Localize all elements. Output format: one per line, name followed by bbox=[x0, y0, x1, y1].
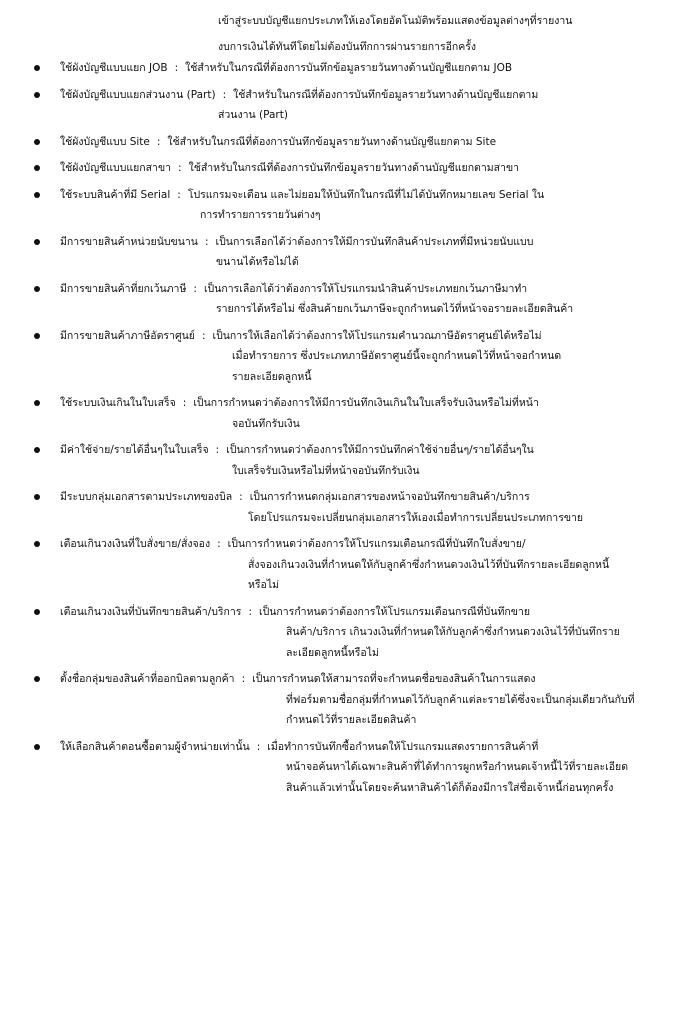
item-description: เป็นการให้เลือกได้ว่าต้องการให้โปรแกรมคำนวณภาษีอัตราศูนย์ได้หรือไม่ bbox=[212, 329, 542, 342]
item-continuation: สินค้า/บริการ เกินวงเงินที่กำหนดให้กับลูกค้าซึ่งกำหนดวงเงินไว้ที่บันทึกราย bbox=[286, 626, 620, 638]
item-continuation: สินค้าแล้วเท่านั้นโดยจะค้นหาสินค้าได้ก็ต้องมีการใส่ชื่อเจ้าหนี้ก่อนทุกครั้ง bbox=[286, 781, 614, 794]
item-label: ใช้ผังบัญชีแบบแยกส่วนงาน (Part) bbox=[60, 88, 216, 101]
item-separator: : bbox=[222, 88, 227, 101]
item-separator: : bbox=[217, 538, 221, 550]
item-description: ใช้สำหรับในกรณีที่ต้องการบันทึกข้อมูลรายวันทางด้านบัญชีแยกตามสาขา bbox=[188, 162, 520, 174]
bullet-icon bbox=[34, 447, 40, 453]
item-continuation: หรือไม่ bbox=[248, 579, 280, 591]
item-separator: : bbox=[239, 491, 243, 503]
item-continuation: รายละเอียดลูกหนี้ bbox=[232, 370, 312, 383]
item-label: ใช้ระบบเงินเกินในใบเสร็จ bbox=[60, 397, 176, 409]
item-separator: : bbox=[204, 235, 209, 248]
item-description: เป็นการเลือกได้ว่าต้องการให้มีการบันทึกสินค้าประเภทที่มีหน่วยนับแบบ bbox=[215, 235, 534, 248]
list-item bbox=[0, 132, 680, 153]
item-label: เตือนเกินวงเงินที่ใบสั่งขาย/สั่งจอง bbox=[60, 538, 211, 550]
list-item bbox=[0, 185, 680, 226]
intro-paragraph bbox=[218, 8, 668, 60]
options-list bbox=[0, 58, 680, 804]
item-continuation: เมื่อทำรายการ ซึ่งประเภทภาษีอัตราศูนย์นี้จะถูกกำหนดไว้ที่หน้าจอกำหนด bbox=[232, 350, 562, 362]
list-item bbox=[0, 232, 680, 273]
bullet-icon bbox=[34, 744, 40, 750]
bullet-icon bbox=[34, 286, 40, 292]
bullet-icon bbox=[34, 192, 40, 198]
item-description: ใช้สำหรับในกรณีที่ต้องการบันทึกข้อมูลรายวันทางด้านบัญชีแยกตาม JOB bbox=[185, 62, 513, 74]
item-continuation: กำหนดไว้ที่รายละเอียดสินค้า bbox=[286, 714, 417, 726]
item-continuation: จอบันทึกรับเงิน bbox=[232, 417, 300, 430]
list-item bbox=[0, 279, 680, 320]
item-continuation: ที่ฟอร์มตามชื่อกลุ่มที่กำหนดไว้กับลูกค้าแต่ละรายได้ซึ่งจะเป็นกลุ่มเดียวกันกับที่ bbox=[286, 693, 635, 706]
bullet-icon bbox=[34, 139, 40, 145]
item-label: ใช้ผังบัญชีแบบแยก JOB bbox=[60, 62, 168, 74]
list-item bbox=[0, 737, 680, 799]
intro-line: เข้าสู่ระบบบัญชีแยกประเภทให้เองโดยอัตโนมัติพร้อมแสดงข้อมูลต่างๆที่รายงาน bbox=[218, 15, 573, 27]
item-label: มีการขายสินค้าหน่วยนับขนาน bbox=[60, 235, 198, 248]
item-label: ให้เลือกสินค้าตอนซื้อตามผู้จำหน่ายเท่านั้น bbox=[60, 740, 250, 753]
list-item bbox=[0, 326, 680, 388]
item-continuation: การทำรายการรายวันต่างๆ bbox=[200, 209, 321, 221]
item-description: เป็นการกำหนดให้สามารถที่จะกำหนดชื่อของสินค้าในการแสดง bbox=[252, 673, 536, 685]
item-continuation: ขนานได้หรือไม่ได้ bbox=[216, 256, 299, 268]
item-separator: : bbox=[177, 188, 181, 201]
bullet-icon bbox=[34, 609, 40, 615]
item-separator: : bbox=[178, 162, 182, 174]
item-label: เตือนเกินวงเงินที่บันทึกขายสินค้า/บริการ bbox=[60, 605, 242, 618]
item-separator: : bbox=[256, 740, 261, 753]
item-description: เป็นการกำหนดว่าต้องการให้โปรแกรมเตือนกรณีที่บันทึกใบสั่งขาย/ bbox=[227, 538, 526, 550]
list-item bbox=[0, 440, 680, 481]
item-description: โปรแกรมจะเตือน และไม่ยอมให้บันทึกในกรณีที่ไม่ได้บันทึกหมายเลข Serial ใน bbox=[187, 188, 545, 201]
item-label: มีการขายสินค้าที่ยกเว้นภาษี bbox=[60, 282, 187, 295]
item-description: เมื่อทำการบันทึกซื้อกำหนดให้โปรแกรมแสดงรายการสินค้าที่ bbox=[267, 740, 539, 753]
bullet-icon bbox=[34, 494, 40, 500]
bullet-icon bbox=[34, 400, 40, 406]
item-label: มีระบบกลุ่มเอกสารตามประเภทของบิล bbox=[60, 491, 233, 503]
bullet-icon bbox=[34, 165, 40, 171]
item-label: ตั้งชื่อกลุ่มของสินค้าที่ออกบิลตามลูกค้า bbox=[60, 673, 235, 685]
item-continuation: ละเอียดลูกหนี้หรือไม่ bbox=[286, 646, 379, 659]
intro-line: งบการเงินได้ทันทีโดยไม่ต้องบันทึกการผ่านรายการอีกครั้ง bbox=[218, 41, 477, 53]
bullet-icon bbox=[34, 676, 40, 682]
item-continuation: สั่งจองเกินวงเงินที่กำหนดให้กับลูกค้าซึ่งกำหนดวงเงินไว้ที่บันทึกรายละเอียดลูกหนี้ bbox=[248, 558, 610, 571]
bullet-icon bbox=[34, 239, 40, 245]
list-item bbox=[0, 58, 680, 79]
bullet-icon bbox=[34, 541, 40, 547]
item-description: เป็นการกำหนดกลุ่มเอกสารของหน้าจอบันทึกขายสินค้า/บริการ bbox=[249, 491, 530, 503]
item-description: เป็นการกำหนดว่าต้องการให้มีการบันทึกเงินเกินในใบเสร็จรับเงินหรือไม่ที่หน้า bbox=[193, 397, 539, 409]
list-item bbox=[0, 393, 680, 434]
item-separator: : bbox=[156, 135, 161, 148]
item-label: ใช้ผังบัญชีแบบแยกสาขา bbox=[60, 162, 172, 174]
item-continuation: โดยโปรแกรมจะเปลี่ยนกลุ่มเอกสารให้เองเมื่อทำการเปลี่ยนประเภทการขาย bbox=[248, 511, 584, 524]
item-description: เป็นการกำหนดว่าต้องการให้โปรแกรมเตือนกรณีที่บันทึกขาย bbox=[259, 605, 531, 618]
item-continuation: ใบเสร็จรับเงินหรือไม่ที่หน้าจอบันทึกรับเงิน bbox=[232, 464, 420, 477]
item-description: เป็นการกำหนดว่าต้องการให้มีการบันทึกค่าใช้จ่ายอื่นๆ/รายได้อื่นๆใน bbox=[226, 444, 534, 456]
item-continuation: หน้าจอค้นหาได้เฉพาะสินค้าที่ได้ทำการผูกหรือกำหนดเจ้าหนี้ไว้ที่รายละเอียด bbox=[286, 761, 629, 773]
item-label: ใช้ระบบสินค้าที่มี Serial bbox=[60, 188, 171, 201]
item-separator: : bbox=[201, 329, 206, 342]
item-label: มีการขายสินค้าภาษีอัตราศูนย์ bbox=[60, 329, 195, 342]
item-separator: : bbox=[174, 62, 179, 74]
item-label: ใช้ผังบัญชีแบบ Site bbox=[60, 135, 150, 148]
item-description: ใช้สำหรับในกรณีที่ต้องการบันทึกข้อมูลรายวันทางด้านบัญชีแยกตาม bbox=[233, 88, 539, 101]
item-separator: : bbox=[241, 673, 246, 685]
list-item bbox=[0, 669, 680, 731]
item-description: เป็นการเลือกได้ว่าต้องการให้โปรแกรมนำสินค้าประเภทยกเว้นภาษีมาทำ bbox=[203, 282, 528, 295]
item-separator: : bbox=[193, 282, 197, 295]
list-item bbox=[0, 158, 680, 179]
bullet-icon bbox=[34, 92, 40, 98]
list-item bbox=[0, 534, 680, 596]
bullet-icon bbox=[34, 333, 40, 339]
item-continuation: รายการได้หรือไม่ ซึ่งสินค้ายกเว้นภาษีจะถูกกำหนดไว้ที่หน้าจอรายละเอียดสินค้า bbox=[216, 303, 574, 315]
item-continuation: ส่วนงาน (Part) bbox=[218, 109, 288, 121]
item-label: มีค่าใช้จ่าย/รายได้อื่นๆในใบเสร็จ bbox=[60, 444, 209, 456]
bullet-icon bbox=[34, 65, 40, 71]
list-item bbox=[0, 487, 680, 528]
item-separator: : bbox=[248, 605, 252, 618]
list-item bbox=[0, 602, 680, 664]
item-description: ใช้สำหรับในกรณีที่ต้องการบันทึกข้อมูลรายวันทางด้านบัญชีแยกตาม Site bbox=[167, 135, 497, 148]
item-separator: : bbox=[215, 444, 220, 456]
item-separator: : bbox=[182, 397, 187, 409]
list-item bbox=[0, 85, 680, 126]
